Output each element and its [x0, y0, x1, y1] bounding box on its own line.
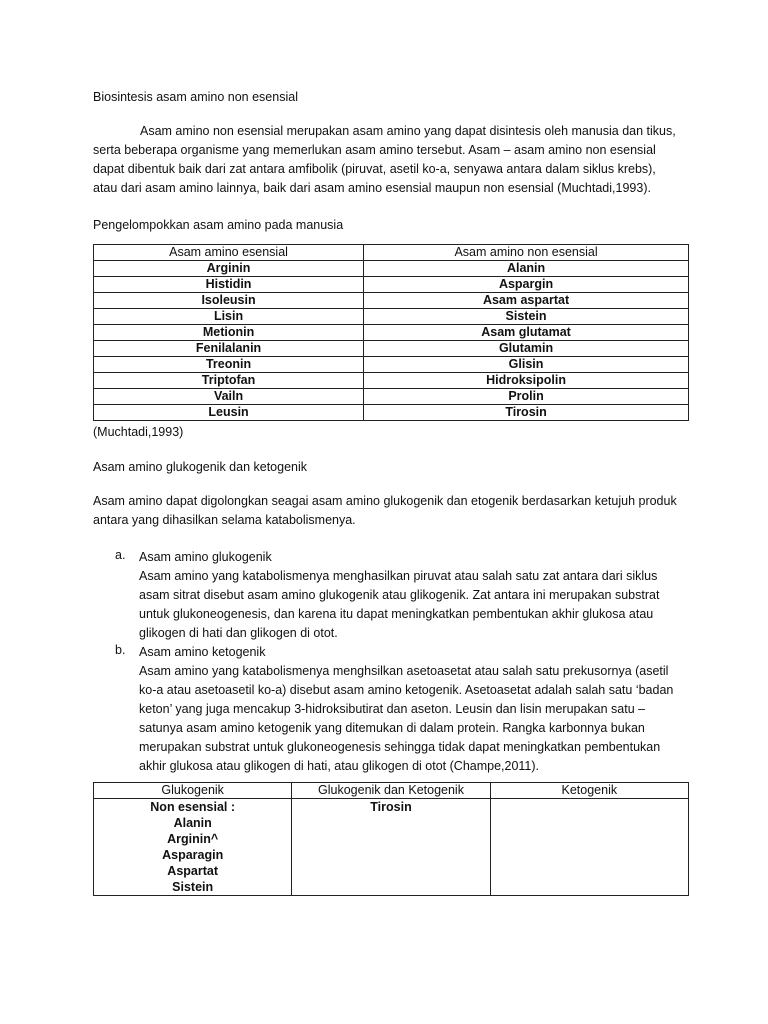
table-header-row — [94, 245, 689, 261]
cell-esensial: Treonin — [94, 357, 364, 373]
cell-non-esensial: Hidroksipolin — [364, 373, 689, 389]
list-marker: a. — [115, 548, 126, 562]
cell-esensial: Vailn — [94, 389, 364, 405]
cell-esensial: Fenilalanin — [94, 341, 364, 357]
table-header-glukogenik: Glukogenik — [94, 783, 292, 799]
table-row — [94, 325, 689, 341]
cell-non-esensial: Glisin — [364, 357, 689, 373]
cell-esensial: Histidin — [94, 277, 364, 293]
list-item-glukogenik — [93, 548, 683, 643]
list-item-ketogenik — [93, 643, 683, 776]
cell-non-esensial: Glutamin — [364, 341, 689, 357]
table-header-esensial: Asam amino esensial — [94, 245, 364, 261]
table-row — [94, 261, 689, 277]
cell-non-esensial: Prolin — [364, 389, 689, 405]
cell-esensial: Leusin — [94, 405, 364, 421]
table-row — [94, 405, 689, 421]
classification-list — [93, 548, 683, 776]
cell-non-esensial: Sistein — [364, 309, 689, 325]
amino-acid-table — [93, 244, 689, 421]
cell-line: Alanin — [173, 816, 212, 830]
cell-glukogenik — [94, 799, 292, 896]
table-header-glukogenik-ketogenik: Glukogenik dan Ketogenik — [292, 783, 490, 799]
table-header-non-esensial: Asam amino non esensial — [364, 245, 689, 261]
cell-non-esensial: Alanin — [364, 261, 689, 277]
list-item-title: Asam amino ketogenik — [139, 645, 266, 659]
cell-esensial: Arginin — [94, 261, 364, 277]
table-row — [94, 277, 689, 293]
cell-non-esensial: Asam aspartat — [364, 293, 689, 309]
table-row — [94, 373, 689, 389]
cell-line: Asparagin — [162, 848, 224, 862]
cell-esensial: Lisin — [94, 309, 364, 325]
cell-line: Aspartat — [167, 864, 219, 878]
list-item-body: Asam amino yang katabolismenya menghasilkan piruvat atau salah satu zat antara dari siklus asam sitrat disebut asam amino glukogenik atau glikogenik. Zat antara ini merupakan substrat untuk glukoneogenesis, dan karena itu dapat meningkatkan pembentukan akhir glukosa atau glikogen di hati dan glikogen di otot. — [139, 569, 660, 640]
cell-esensial: Triptofan — [94, 373, 364, 389]
table-row — [94, 799, 689, 896]
cell-line: Arginin^ — [167, 832, 219, 846]
cell-non-esensial: Aspargin — [364, 277, 689, 293]
cell-esensial: Isoleusin — [94, 293, 364, 309]
list-item-body: Asam amino yang katabolismenya menghsilkan asetoasetat atau salah satu prekusornya (asetil ko-a atau asetoasetil ko-a) disebut asam amino ketogenik. Asetoasetat adalah salah satu ‘badan keton’ yang juga mencakup 3-hidroksibutirat dan aseton. Leusin dan lisin merupakan satu – satunya asam amino ketogenik yang ditemukan di dalam protein. Rangka karbonnya bukan merupakan substrat untuk glukoneogenesis sehingga tidak dapat meningkatkan pembentukan akhir glukosa atau glikogen di hati, atau glikogen di otot (Champe,2011). — [139, 664, 674, 773]
cell-non-esensial: Asam glutamat — [364, 325, 689, 341]
heading-pengelompokkan: Pengelompokkan asam amino pada manusia — [93, 218, 344, 232]
document-page — [93, 88, 683, 896]
glukogenik-ketogenik-table — [93, 782, 689, 896]
cell-line: Tirosin — [370, 800, 412, 814]
list-marker: b. — [115, 643, 126, 657]
cell-ketogenik — [490, 799, 688, 896]
table-row — [94, 309, 689, 325]
citation-muchtadi: (Muchtadi,1993) — [93, 425, 184, 439]
cell-non-esensial: Tirosin — [364, 405, 689, 421]
cell-esensial: Metionin — [94, 325, 364, 341]
heading-glukogenik-ketogenik: Asam amino glukogenik dan ketogenik — [93, 460, 308, 474]
paragraph-classification: Asam amino dapat digolongkan seagai asam amino glukogenik dan etogenik berdasarkan ketujuh produk antara yang dihasilkan selama katabolismenya. — [93, 494, 677, 527]
table-header-row — [94, 783, 689, 799]
cell-line: Non esensial : — [150, 800, 236, 814]
table-row — [94, 341, 689, 357]
amino-acid-table-body — [94, 261, 689, 421]
table-row — [94, 389, 689, 405]
table-row — [94, 293, 689, 309]
list-item-title: Asam amino glukogenik — [139, 550, 272, 564]
table-row — [94, 357, 689, 373]
heading-biosintesis: Biosintesis asam amino non esensial — [93, 90, 298, 104]
cell-glukogenik-ketogenik — [292, 799, 490, 896]
table-header-ketogenik: Ketogenik — [490, 783, 688, 799]
cell-line: Sistein — [172, 880, 214, 894]
paragraph-intro: Asam amino non esensial merupakan asam amino yang dapat disintesis oleh manusia dan tikus, serta beberapa organisme yang memerlukan asam amino tersebut. Asam – asam amino non esensial dapat dibentuk baik dari zat antara amfibolik (piruvat, asetil ko-a, senyawa antara dalam siklus krebs), atau dari asam amino lainnya, baik dari asam amino esensial maupun non esensial (Muchtadi,1993). — [93, 124, 676, 195]
